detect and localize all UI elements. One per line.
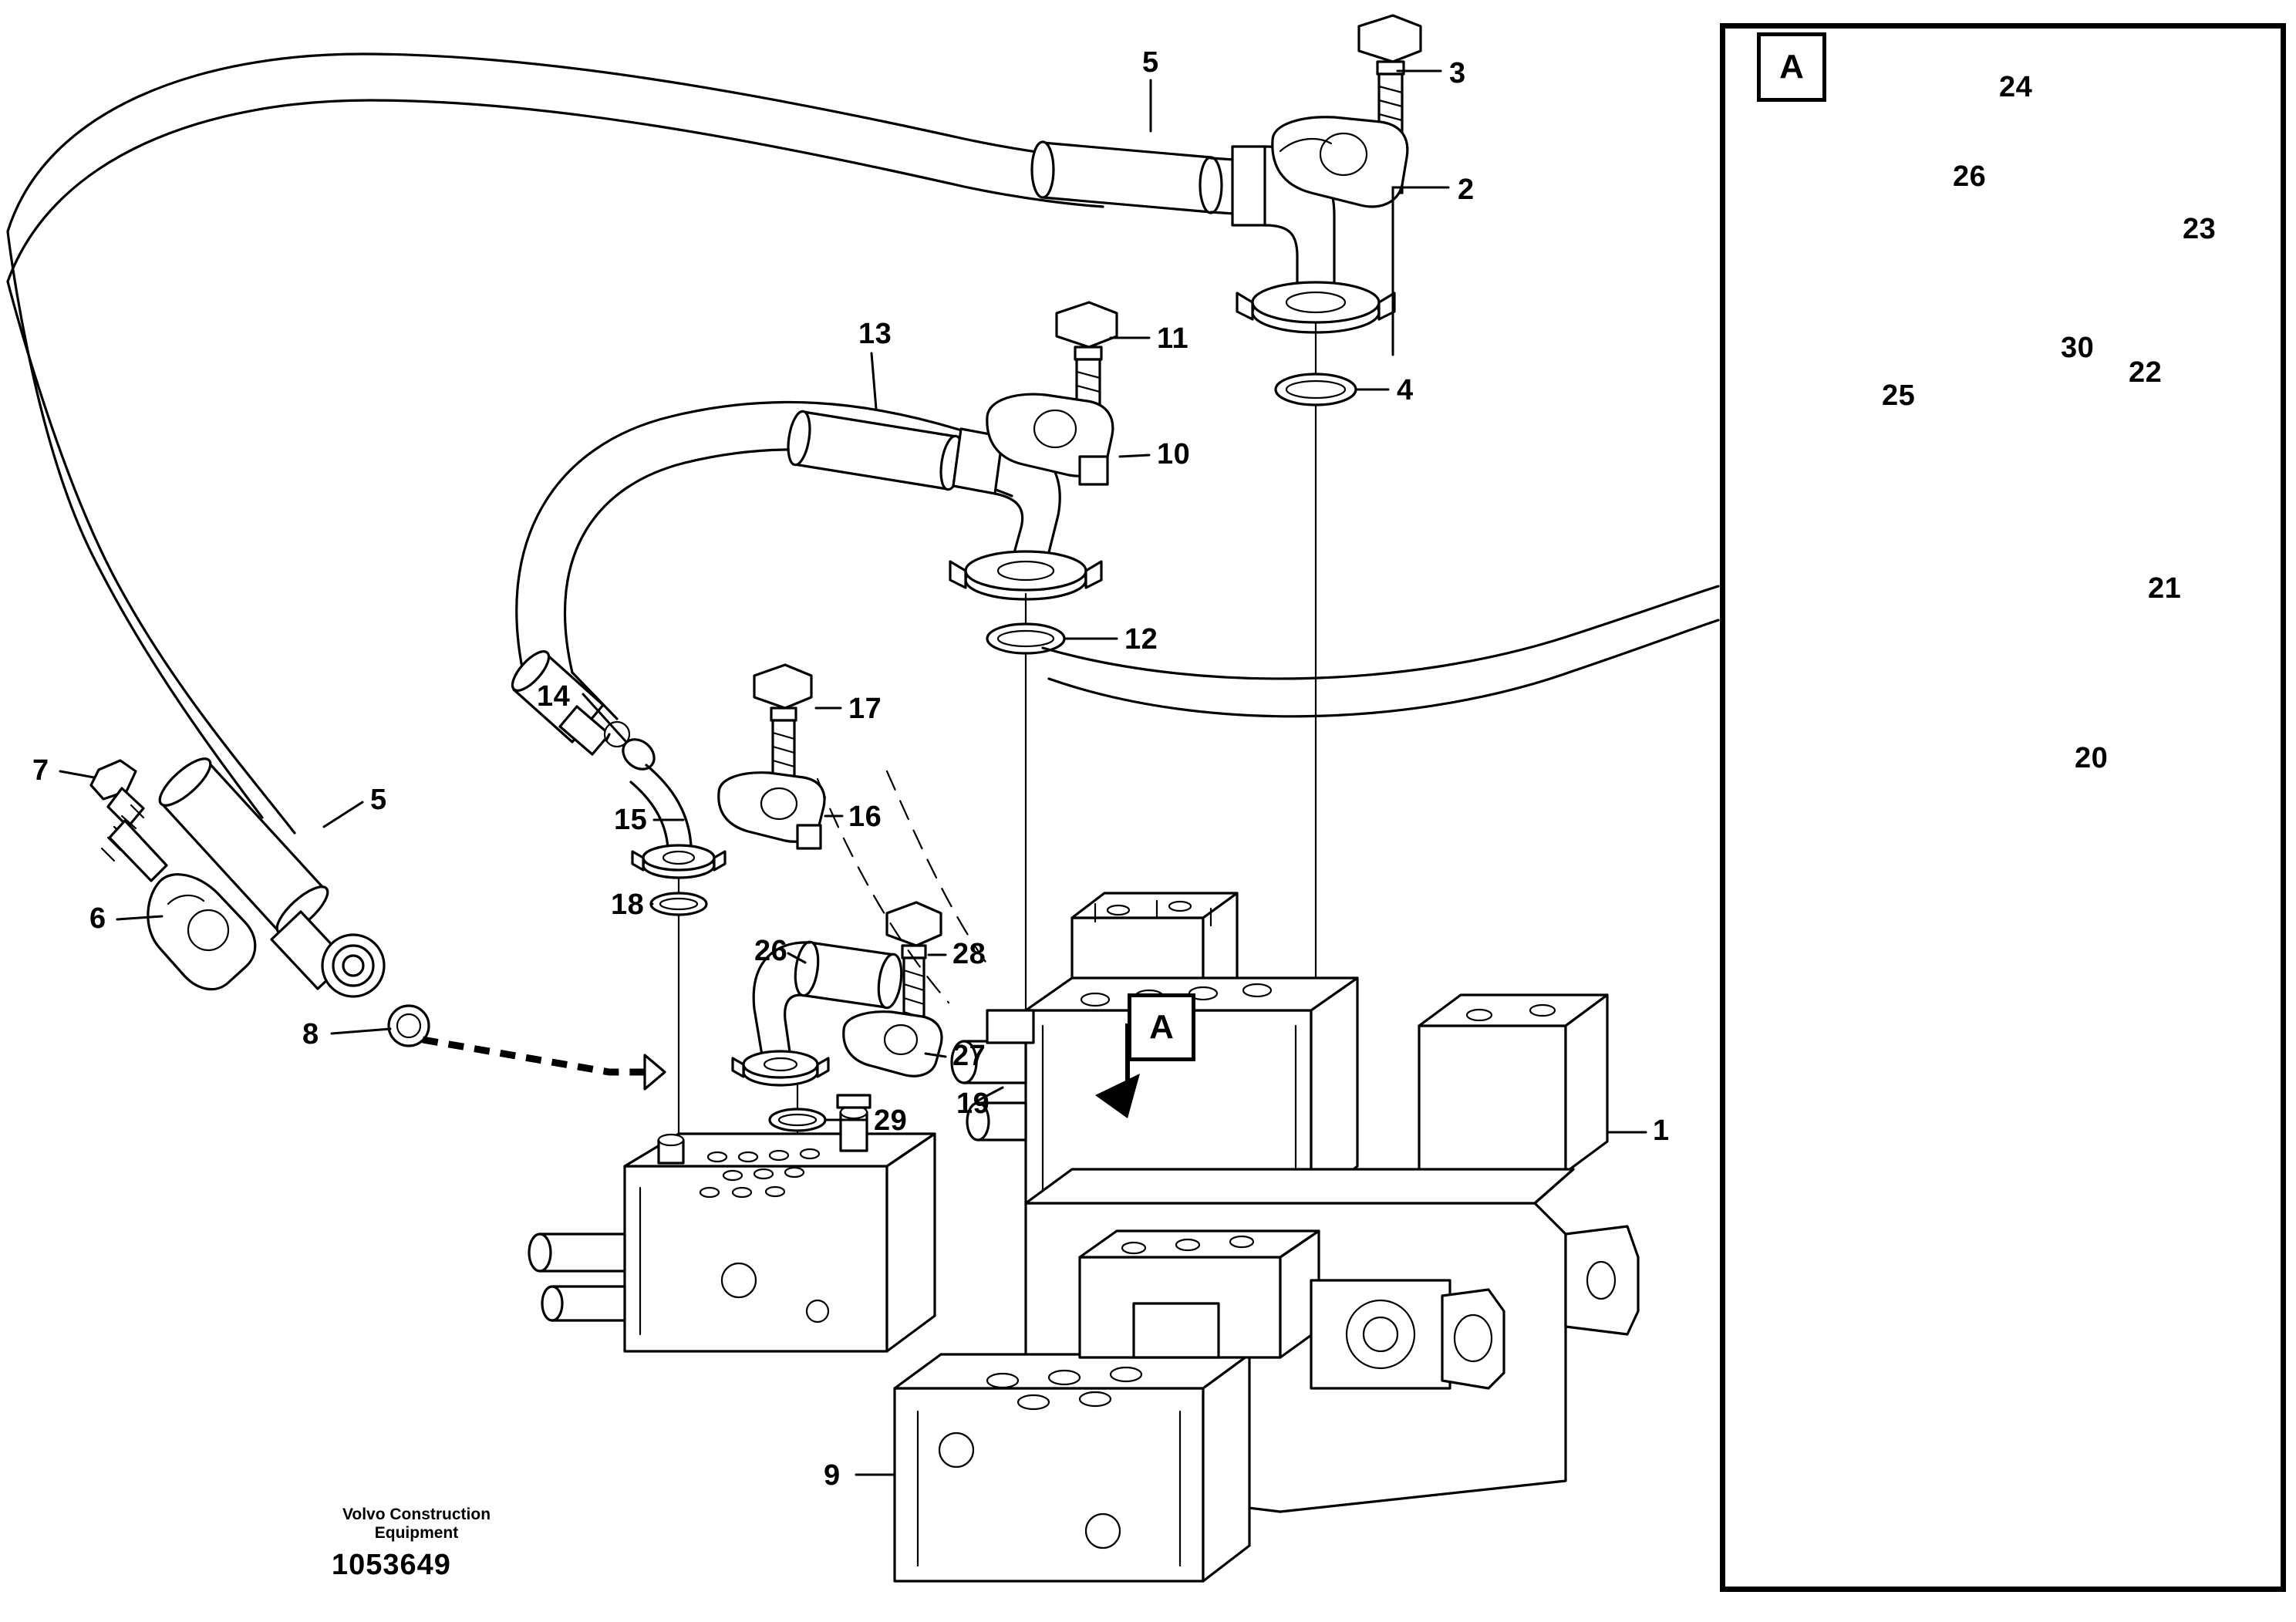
callout-17: 17 [848, 693, 882, 725]
callout-24: 24 [1999, 71, 2033, 103]
section-callout-label: A [1149, 1008, 1174, 1046]
callout-4: 4 [1397, 374, 1414, 406]
callout-23: 23 [2183, 213, 2217, 245]
callout-1: 1 [1653, 1114, 1670, 1147]
part-number: 1053649 [332, 1549, 451, 1581]
detail-view-frame [1720, 23, 2286, 1592]
callout-26: 26 [1953, 160, 1987, 193]
callout-25: 25 [1882, 379, 1916, 412]
callout-18: 18 [611, 889, 645, 921]
callout-9: 9 [824, 1459, 841, 1492]
callout-7: 7 [32, 754, 49, 787]
callout-14: 14 [537, 680, 571, 713]
callout-10: 10 [1157, 438, 1191, 470]
callout-20: 20 [2075, 742, 2109, 774]
callout-22: 22 [2129, 356, 2163, 389]
callout-21: 21 [2148, 572, 2182, 605]
callout-2: 2 [1458, 174, 1475, 206]
callout-11: 11 [1157, 322, 1189, 355]
manufacturer-line-1: Volvo Construction [342, 1506, 491, 1523]
section-callout-box-a [1128, 993, 1195, 1061]
callout-8: 8 [302, 1018, 319, 1050]
callout-15: 15 [614, 804, 648, 836]
callout-30: 30 [2061, 332, 2095, 364]
manufacturer-line-2: Equipment [374, 1524, 459, 1543]
callout-3: 3 [1449, 57, 1466, 89]
callout-28: 28 [952, 938, 986, 970]
manufacturer-logo [301, 1506, 532, 1543]
callout-19: 19 [956, 1088, 990, 1120]
callout-12: 12 [1124, 623, 1158, 656]
callout-26-lower: 26 [754, 935, 788, 967]
callout-16: 16 [848, 801, 882, 833]
callout-13: 13 [858, 318, 892, 350]
callout-6: 6 [89, 902, 106, 935]
callout-5: 5 [1142, 46, 1159, 79]
callout-29: 29 [874, 1104, 908, 1137]
detail-view-label: A [1779, 48, 1804, 86]
callout-5-lower: 5 [370, 784, 387, 816]
detail-view-label-box [1757, 32, 1826, 102]
callout-27: 27 [952, 1040, 986, 1072]
